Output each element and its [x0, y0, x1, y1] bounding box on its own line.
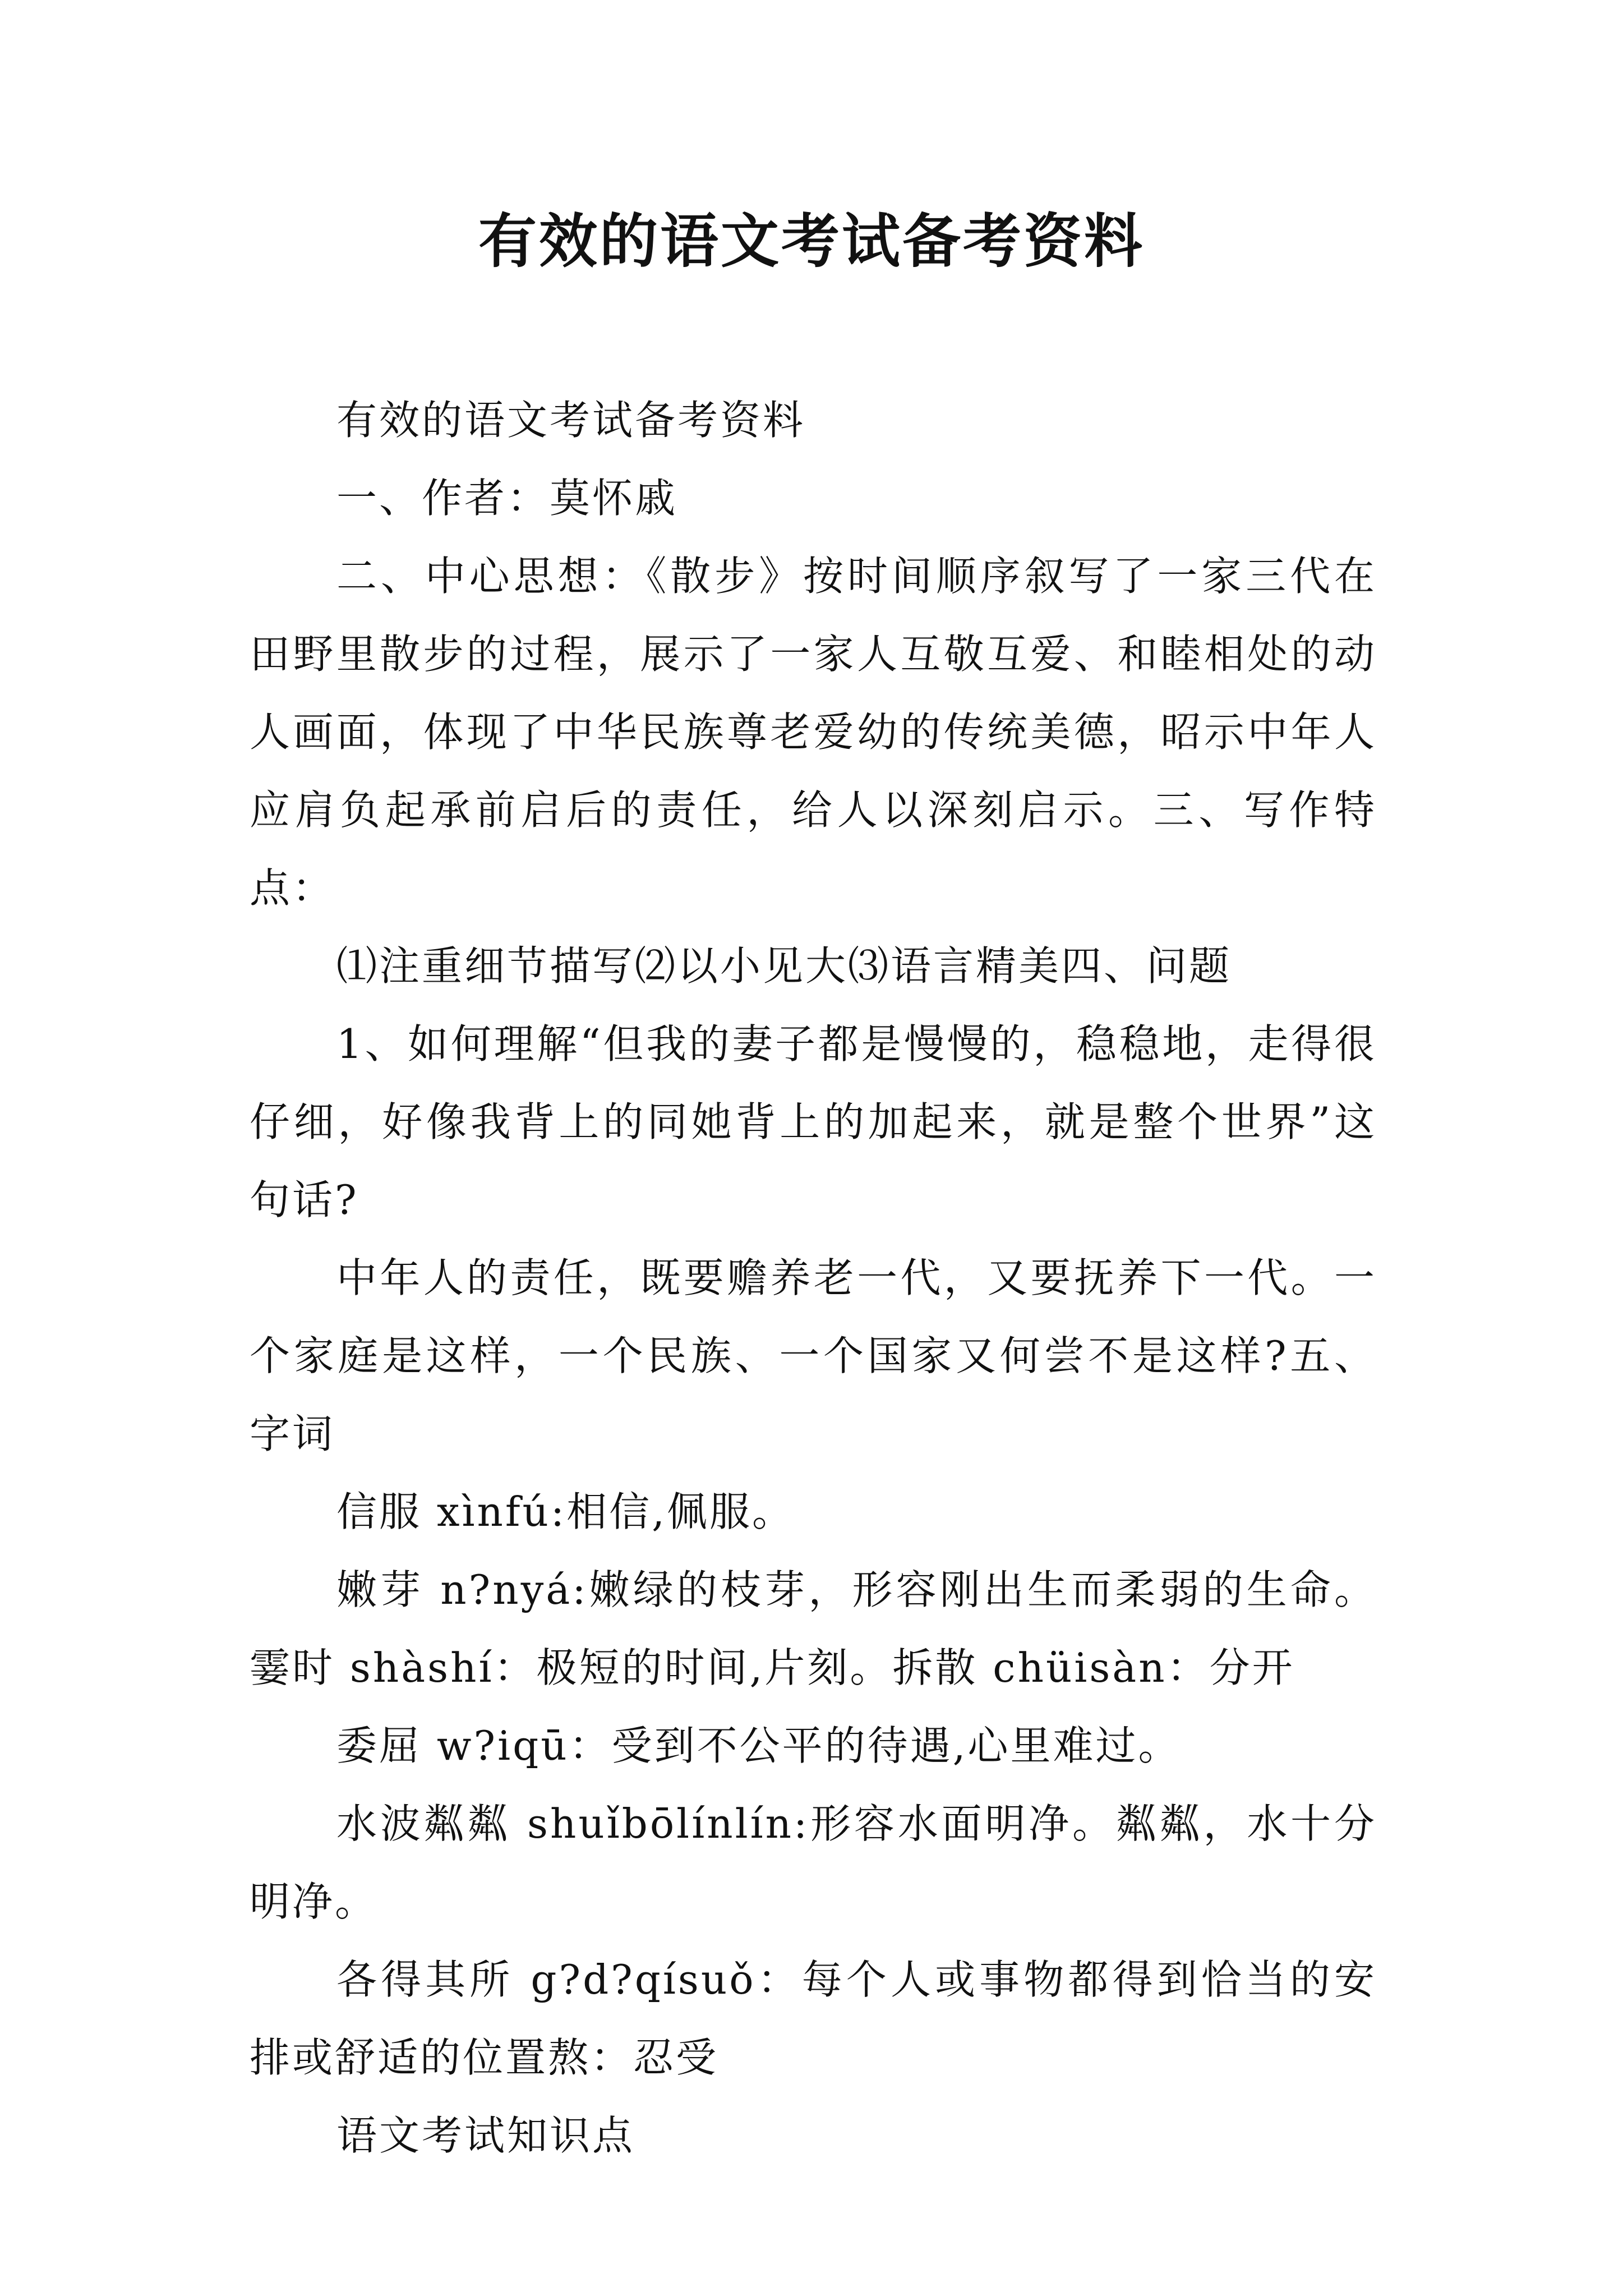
- paragraph: 中年人的责任，既要赡养老一代，又要抚养下一代。一个家庭是这样，一个民族、一个国家又何尝不是这样?五、字词: [250, 1254, 1377, 1457]
- paragraph: 有效的语文考试备考资料: [336, 397, 806, 444]
- paragraph: 嫩芽 n?nyá:嫩绿的枝芽，形容刚出生而柔弱的生命。霎时 shàshí：极短的时间,片刻。拆散 chüisàn：分开: [250, 1566, 1377, 1691]
- paragraph: 一、作者：莫怀戚: [336, 475, 678, 522]
- paragraph: ⑴注重细节描写⑵以小见大⑶语言精美四、问题: [336, 942, 1232, 990]
- paragraph: 委屈 w?iqū：受到不公平的待遇,心里难过。: [336, 1722, 1181, 1769]
- paragraph: 1、如何理解“但我的妻子都是慢慢的，稳稳地，走得很仔细，好像我背上的同她背上的加起来，就是整个世界”这句话?: [250, 1020, 1377, 1223]
- document-body: [250, 381, 1377, 2175]
- paragraph: 水波粼粼 shuǐbōlínlín:形容水面明净。粼粼，水十分明净。: [250, 1800, 1377, 1925]
- paragraph: 语文考试知识点: [336, 2112, 635, 2159]
- paragraph: 信服 xìnfú:相信,佩服。: [336, 1488, 795, 1535]
- paragraph: 各得其所 g?d?qísuǒ：每个人或事物都得到恰当的安排或舒适的位置熬：忍受: [250, 1956, 1377, 2081]
- document-title: 有效的语文考试备考资料: [478, 206, 1145, 275]
- paragraph: 二、中心思想：《散步》按时间顺序叙写了一家三代在田野里散步的过程，展示了一家人互敬互爱、和睦相处的动人画面，体现了中华民族尊老爱幼的传统美德，昭示中年人应肩负起承前启后的责任，给人以深刻启示。三、写作特点：: [250, 553, 1377, 912]
